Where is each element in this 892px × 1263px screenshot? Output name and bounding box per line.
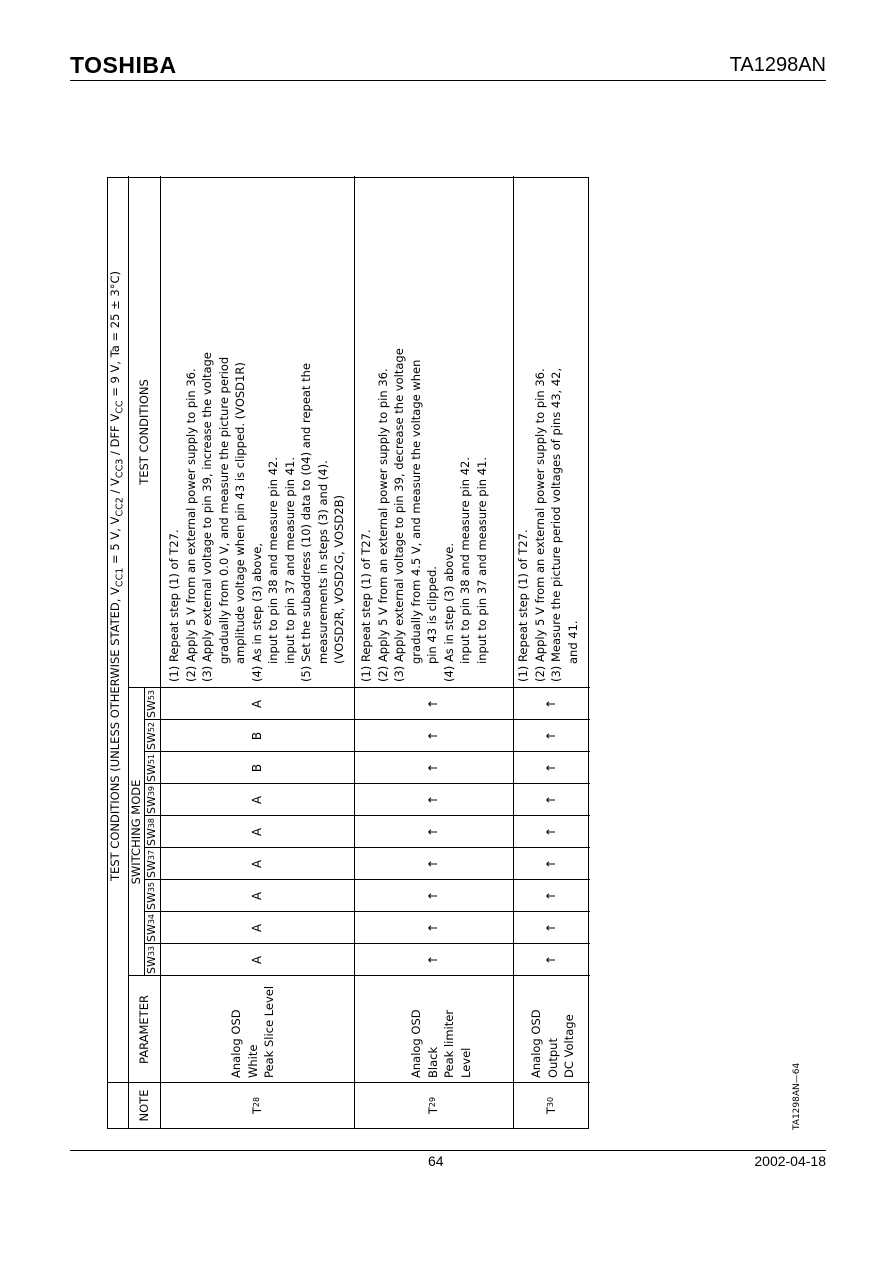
sw37-header: SW 37 (144, 849, 158, 879)
sw38-header: SW 38 (144, 817, 158, 847)
condition-line: gradually from 4.5 V, and measure the voltage when (408, 359, 423, 664)
condition-line: (VOSD2R, VOSD2G, VOSD2B) (332, 495, 346, 664)
sw52-header: SW 52 (144, 721, 158, 751)
condition-line: (3) Apply external voltage to pin 39, decrease the voltage (392, 348, 406, 682)
test-conditions-table (107, 177, 589, 1129)
parameter-t30 (528, 978, 576, 1078)
conditions-t30 (515, 182, 589, 682)
mode-cell: A (249, 699, 264, 709)
parameter-header: PARAMETER (136, 995, 151, 1064)
condition-line: (1) Repeat step (1) of T27. (359, 529, 373, 682)
parameter-t30-line2: DC Voltage (562, 1014, 576, 1078)
mode-cell: ↑ (544, 890, 559, 902)
condition-line: (4) As in step (3) above. (441, 543, 456, 682)
condition-line: amplitude voltage when pin 43 is clipped. (VOSD1R) (233, 362, 247, 664)
mode-cell: A (249, 891, 264, 901)
footer-rule (70, 1150, 826, 1151)
note-t28: T 28 (249, 1096, 264, 1115)
test-conditions-header: TEST CONDITIONS (136, 379, 151, 485)
condition-line: (3) Measure the picture period voltages of pins 43, 42, (549, 367, 563, 682)
parameter-t28-line2: Peak Slice Level (262, 985, 276, 1078)
sw33-header: SW 33 (144, 945, 158, 975)
mode-cell: ↑ (544, 954, 559, 966)
sw51-header: SW 51 (144, 753, 158, 783)
mode-cell: B (249, 763, 264, 773)
footer-date: 2002-04-18 (754, 1153, 826, 1169)
mode-cell: ↑ (426, 922, 441, 934)
condition-line: (4) As in step (3) above, (249, 543, 264, 682)
parameter-t29 (408, 978, 473, 1078)
mode-cell: ↑ (544, 858, 559, 870)
mode-cell: B (249, 731, 264, 741)
note-header: NOTE (136, 1089, 151, 1122)
brand-logo: TOSHIBA (70, 52, 177, 78)
condition-line: (2) Apply 5 V from an external power supply to pin 36. (183, 368, 198, 682)
page-number: 64 (428, 1153, 444, 1169)
mode-cell: A (249, 859, 264, 869)
side-doc-code: TA1298AN—64 (792, 1062, 802, 1130)
condition-line: (1) Repeat step (1) of T27. (516, 529, 530, 682)
table-banner: TEST CONDITIONS (UNLESS OTHERWISE STATED, $V_{CC1} = 5$ V, $V_{CC2} / V_{CC3}$ / DFF $V_{CC} = 9$ V, Ta = 25 ± 3°C) (108, 271, 126, 881)
condition-line: input to pin 38 and measure pin 42. (458, 457, 472, 664)
condition-line: (2) Apply 5 V from an external power supply to pin 36. (375, 368, 390, 682)
parameter-t28 (228, 978, 276, 1078)
parameter-t29-line1: Analog OSD Black (409, 1009, 440, 1078)
mode-cell: ↑ (544, 730, 559, 742)
row-separator-1 (354, 176, 355, 1128)
condition-line: input to pin 37 and measure pin 41. (474, 457, 489, 664)
switching-mode-header: SWITCHING MODE (128, 779, 143, 885)
condition-line: and 41. (565, 620, 580, 664)
note-t30: T 30 (544, 1096, 559, 1115)
condition-line: (3) Apply external voltage to pin 39, increase the voltage (200, 352, 214, 682)
mode-cell: A (249, 923, 264, 933)
condition-line: measurements in steps (3) and (4). (315, 460, 330, 664)
sw35-header: SW 35 (144, 881, 158, 911)
condition-line: input to pin 38 and measure pin 42. (266, 457, 280, 664)
header-rule (70, 80, 826, 81)
sw34-header: SW 34 (144, 913, 158, 943)
mode-cell: ↑ (544, 794, 559, 806)
row-divider (160, 176, 161, 1128)
condition-line: (5) Set the subaddress (10) data to (04) and repeat the (299, 362, 313, 682)
condition-line: input to pin 37 and measure pin 41. (282, 457, 297, 664)
mode-cell: A (249, 827, 264, 837)
mode-cell: ↑ (426, 730, 441, 742)
condition-line: gradually from 0.0 V, and measure the picture period (216, 356, 231, 664)
note-t29: T 29 (426, 1096, 441, 1115)
mode-cell: ↑ (426, 954, 441, 966)
mode-cell: A (249, 795, 264, 805)
condition-line: (1) Repeat step (1) of T27. (167, 529, 181, 682)
conditions-t29 (358, 182, 510, 682)
sw53-header: SW 53 (144, 689, 158, 719)
mode-cell: A (249, 955, 264, 965)
mode-cell: ↑ (544, 762, 559, 774)
part-number: TA1298AN (729, 54, 826, 76)
sw39-header: SW 39 (144, 785, 158, 815)
condition-line: pin 43 is clipped. (425, 566, 439, 664)
parameter-t28-line1: Analog OSD White (229, 1009, 260, 1078)
mode-cell: ↑ (544, 826, 559, 838)
mode-cell: ↑ (426, 858, 441, 870)
mode-cell: ↑ (426, 698, 441, 710)
mode-cell: ↑ (426, 890, 441, 902)
mode-cell: ↑ (426, 794, 441, 806)
mode-cell: ↑ (544, 922, 559, 934)
parameter-t29-line2: Peak limiter Level (442, 1009, 473, 1078)
mode-cell: ↑ (426, 762, 441, 774)
mode-cell: ↑ (426, 826, 441, 838)
mode-cell: ↑ (544, 698, 559, 710)
conditions-t28 (166, 182, 352, 682)
condition-line: (2) Apply 5 V from an external power supply to pin 36. (532, 368, 547, 682)
row-separator-2 (513, 176, 514, 1128)
rotated-table-wrapper (107, 177, 589, 1129)
parameter-t30-line1: Analog OSD Output (529, 1009, 560, 1078)
